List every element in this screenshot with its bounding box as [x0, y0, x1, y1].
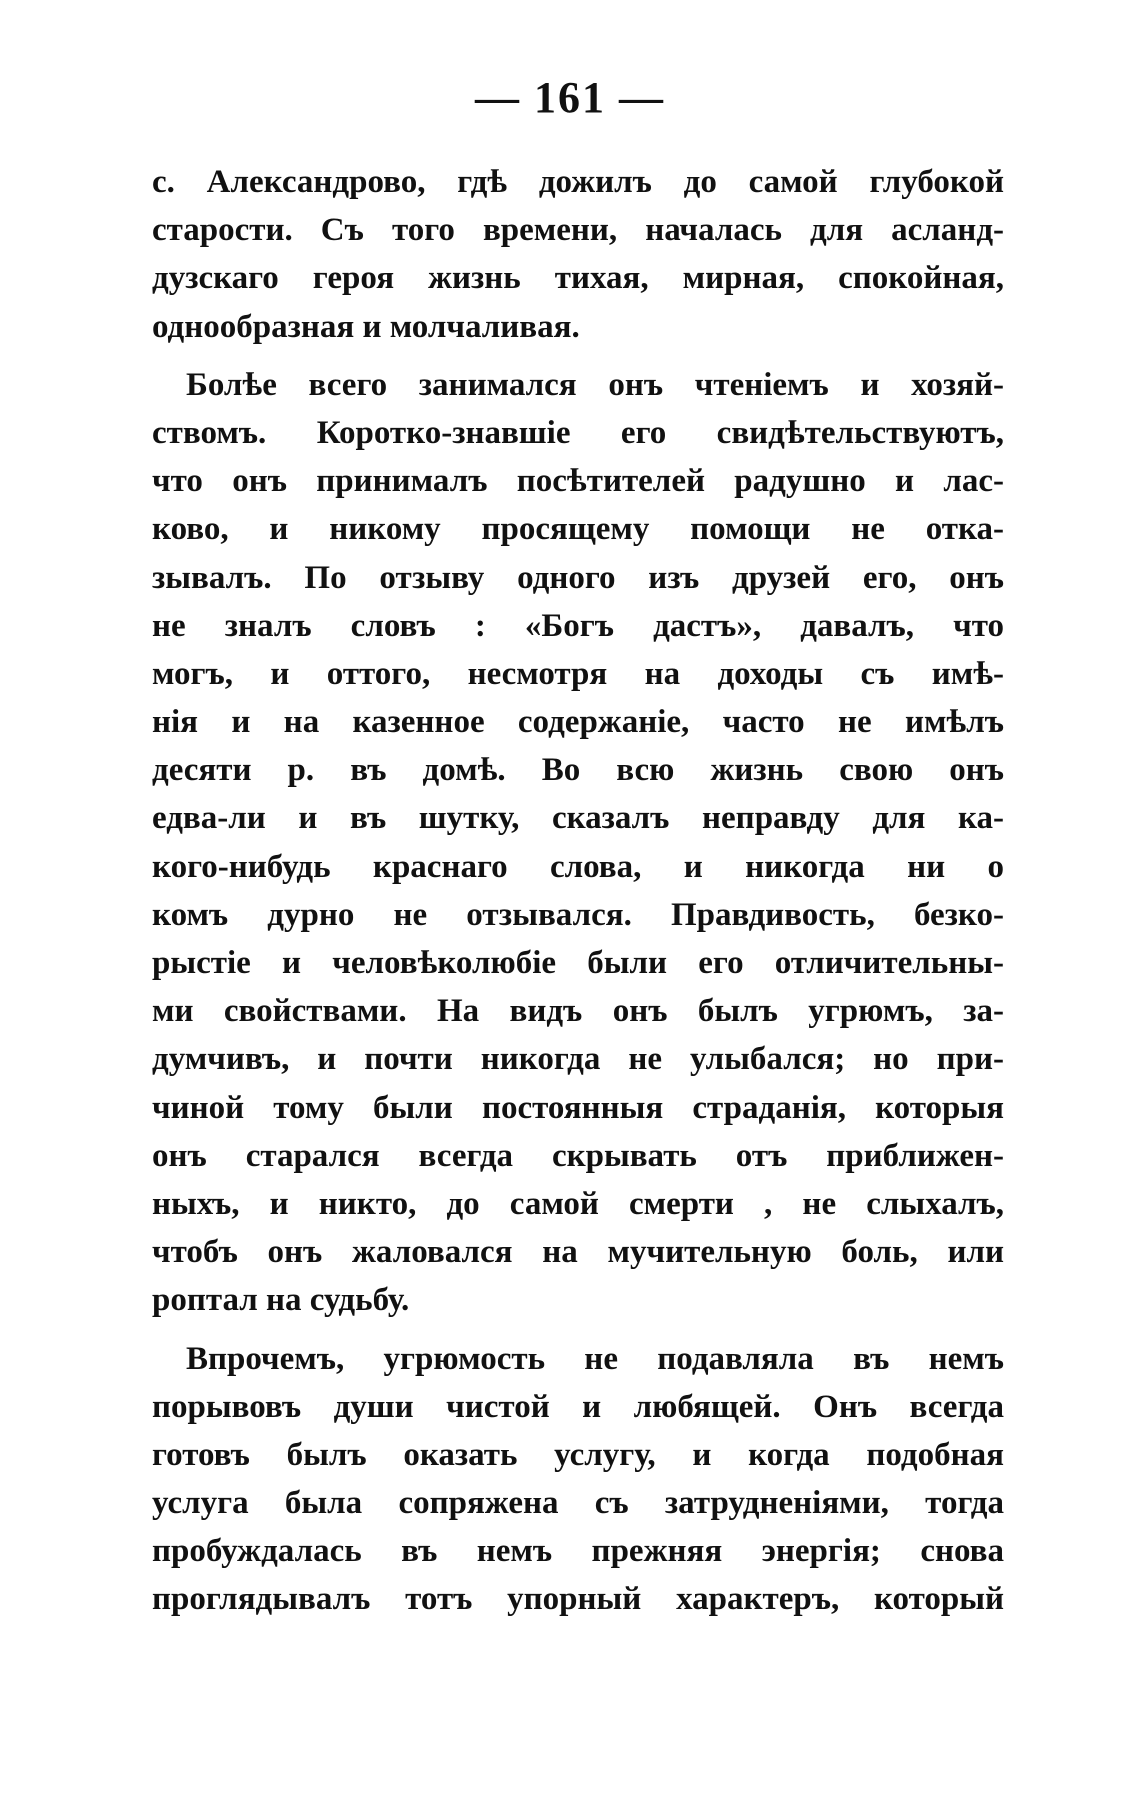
paragraph-3 [152, 1335, 1004, 1624]
text-line: Болѣе всего занимался онъ чтеніемъ и хозяй- [186, 366, 1004, 403]
page-number: — 161 — [475, 73, 665, 122]
text-line: Впрочемъ, угрюмость не подавляла въ немъ [186, 1340, 1004, 1377]
body-text [152, 158, 1004, 1624]
text-line: нія и на казенное содержаніе, часто не имѣлъ [152, 704, 1004, 741]
paragraph-2 [152, 361, 1004, 1325]
text-line: старости. Съ того времени, началась для асланд- [152, 212, 1004, 249]
text-line: зывалъ. По отзыву одного изъ друзей его, онъ [152, 559, 1004, 596]
text-line: чтобъ онъ жаловался на мучительную боль, или [152, 1234, 1004, 1271]
text-line: онъ старался всегда скрывать отъ приближен- [152, 1137, 1004, 1174]
text-line: чиной тому были постоянныя страданія, которыя [152, 1089, 1004, 1126]
text-line: роптал на судьбу. [152, 1282, 410, 1319]
paragraph-gap [152, 1325, 1004, 1335]
text-line: не зналъ словъ : «Богъ дастъ», давалъ, что [152, 607, 1004, 644]
paragraph-1 [152, 158, 1004, 351]
text-line: комъ дурно не отзывался. Правдивость, безко- [152, 896, 1004, 933]
text-line: ныхъ, и никто, до самой смерти , не слыхалъ, [152, 1185, 1004, 1222]
paragraph-gap [152, 351, 1004, 361]
text-line: рыстіе и человѣколюбіе были его отличительны- [152, 945, 1004, 981]
text-line: десяти р. въ домѣ. Во всю жизнь свою онъ [152, 752, 1004, 789]
text-line: пробуждалась въ немъ прежняя энергія; снова [152, 1533, 1004, 1570]
text-line: что онъ принималъ посѣтителей радушно и лас- [152, 463, 1004, 500]
text-line: ствомъ. Коротко-знавшіе его свидѣтельствуютъ, [152, 414, 1004, 451]
text-line: проглядывалъ тотъ упорный характеръ, который [152, 1581, 1004, 1618]
text-line: с. Александрово, гдѣ дожилъ до самой глубокой [152, 164, 1004, 200]
text-line: кого-нибудь краснаго слова, и никогда ни о [152, 848, 1004, 885]
text-line: услуга была сопряжена съ затрудненіями, тогда [152, 1485, 1004, 1522]
text-line: ково, и никому просящему помощи не отка- [152, 511, 1004, 548]
text-line: готовъ былъ оказать услугу, и когда подобная [152, 1436, 1004, 1473]
text-line: думчивъ, и почти никогда не улыбался; но при- [152, 1041, 1004, 1078]
text-line: могъ, и оттого, несмотря на доходы съ имѣ- [152, 655, 1004, 692]
text-line: однообразная и молчаливая. [152, 308, 580, 345]
text-line: порывовъ души чистой и любящей. Онъ всегда [152, 1388, 1004, 1425]
text-line: едва-ли и въ шутку, сказалъ неправду для ка- [152, 800, 1004, 837]
text-line: ми свойствами. На видъ онъ былъ угрюмъ, за- [152, 993, 1004, 1030]
text-line: дузскаго героя жизнь тихая, мирная, спокойная, [152, 260, 1004, 297]
